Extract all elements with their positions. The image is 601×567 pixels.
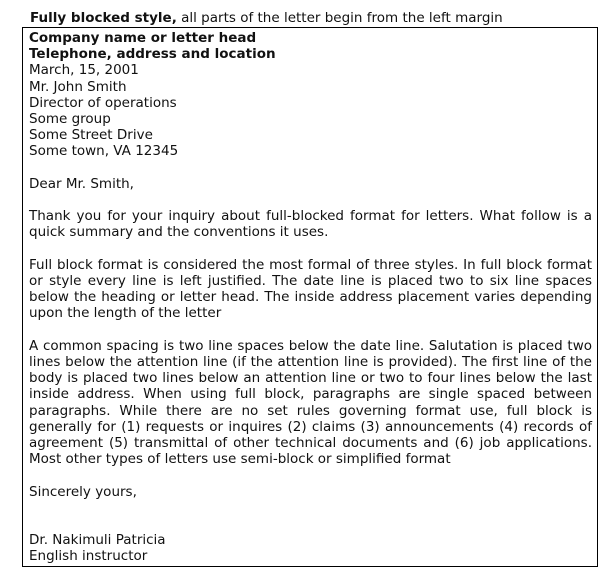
figure-caption xyxy=(30,10,503,26)
address-line: Some town, VA 12345 xyxy=(29,143,179,160)
letter-date: March, 15, 2001 xyxy=(29,62,139,79)
address-line: Some Street Drive xyxy=(29,127,153,144)
company-name: Company name or letter head xyxy=(29,30,257,46)
body-paragraph: Full block format is considered the most formal of three styles. In full block format or style every line is left justified. The date line is placed two to six line spaces below the heading or letter head. The inside address placement varies depending upon the length of the letter xyxy=(29,256,592,322)
inside-address xyxy=(29,79,592,160)
salutation: Dear Mr. Smith, xyxy=(29,175,134,192)
caption-title: Fully blocked style, xyxy=(30,10,177,26)
closing: Sincerely yours, xyxy=(29,483,137,500)
address-line: Director of operations xyxy=(29,94,177,111)
address-line: Mr. John Smith xyxy=(29,78,127,95)
signer-name: Dr. Nakimuli Patricia xyxy=(29,532,166,549)
letter-body xyxy=(29,30,592,565)
body-paragraph: A common spacing is two line spaces below the date line. Salutation is placed two lines below the attention line (if the attention line is provided). The first line of the body is placed two lines below an attention line or two to four lines below the last inside address. When using full block, paragraphs are single spaced between paragraphs. While there are no set rules governing format use, full block is generally for (1) requests or inquires (2) claims (3) announcements (4) records of agreement (5) transmittal of other technical documents and (6) job applications. Most other types of letters use semi-block or simplified format xyxy=(29,337,592,468)
caption-text: all parts of the letter begin from the left margin xyxy=(176,10,503,26)
body-paragraph: Thank you for your inquiry about full-blocked format for letters. What follow is a quick summary and the conventions it uses. xyxy=(29,208,592,241)
address-line: Some group xyxy=(29,111,111,128)
signer-title: English instructor xyxy=(29,548,148,565)
company-contact: Telephone, address and location xyxy=(29,46,276,63)
